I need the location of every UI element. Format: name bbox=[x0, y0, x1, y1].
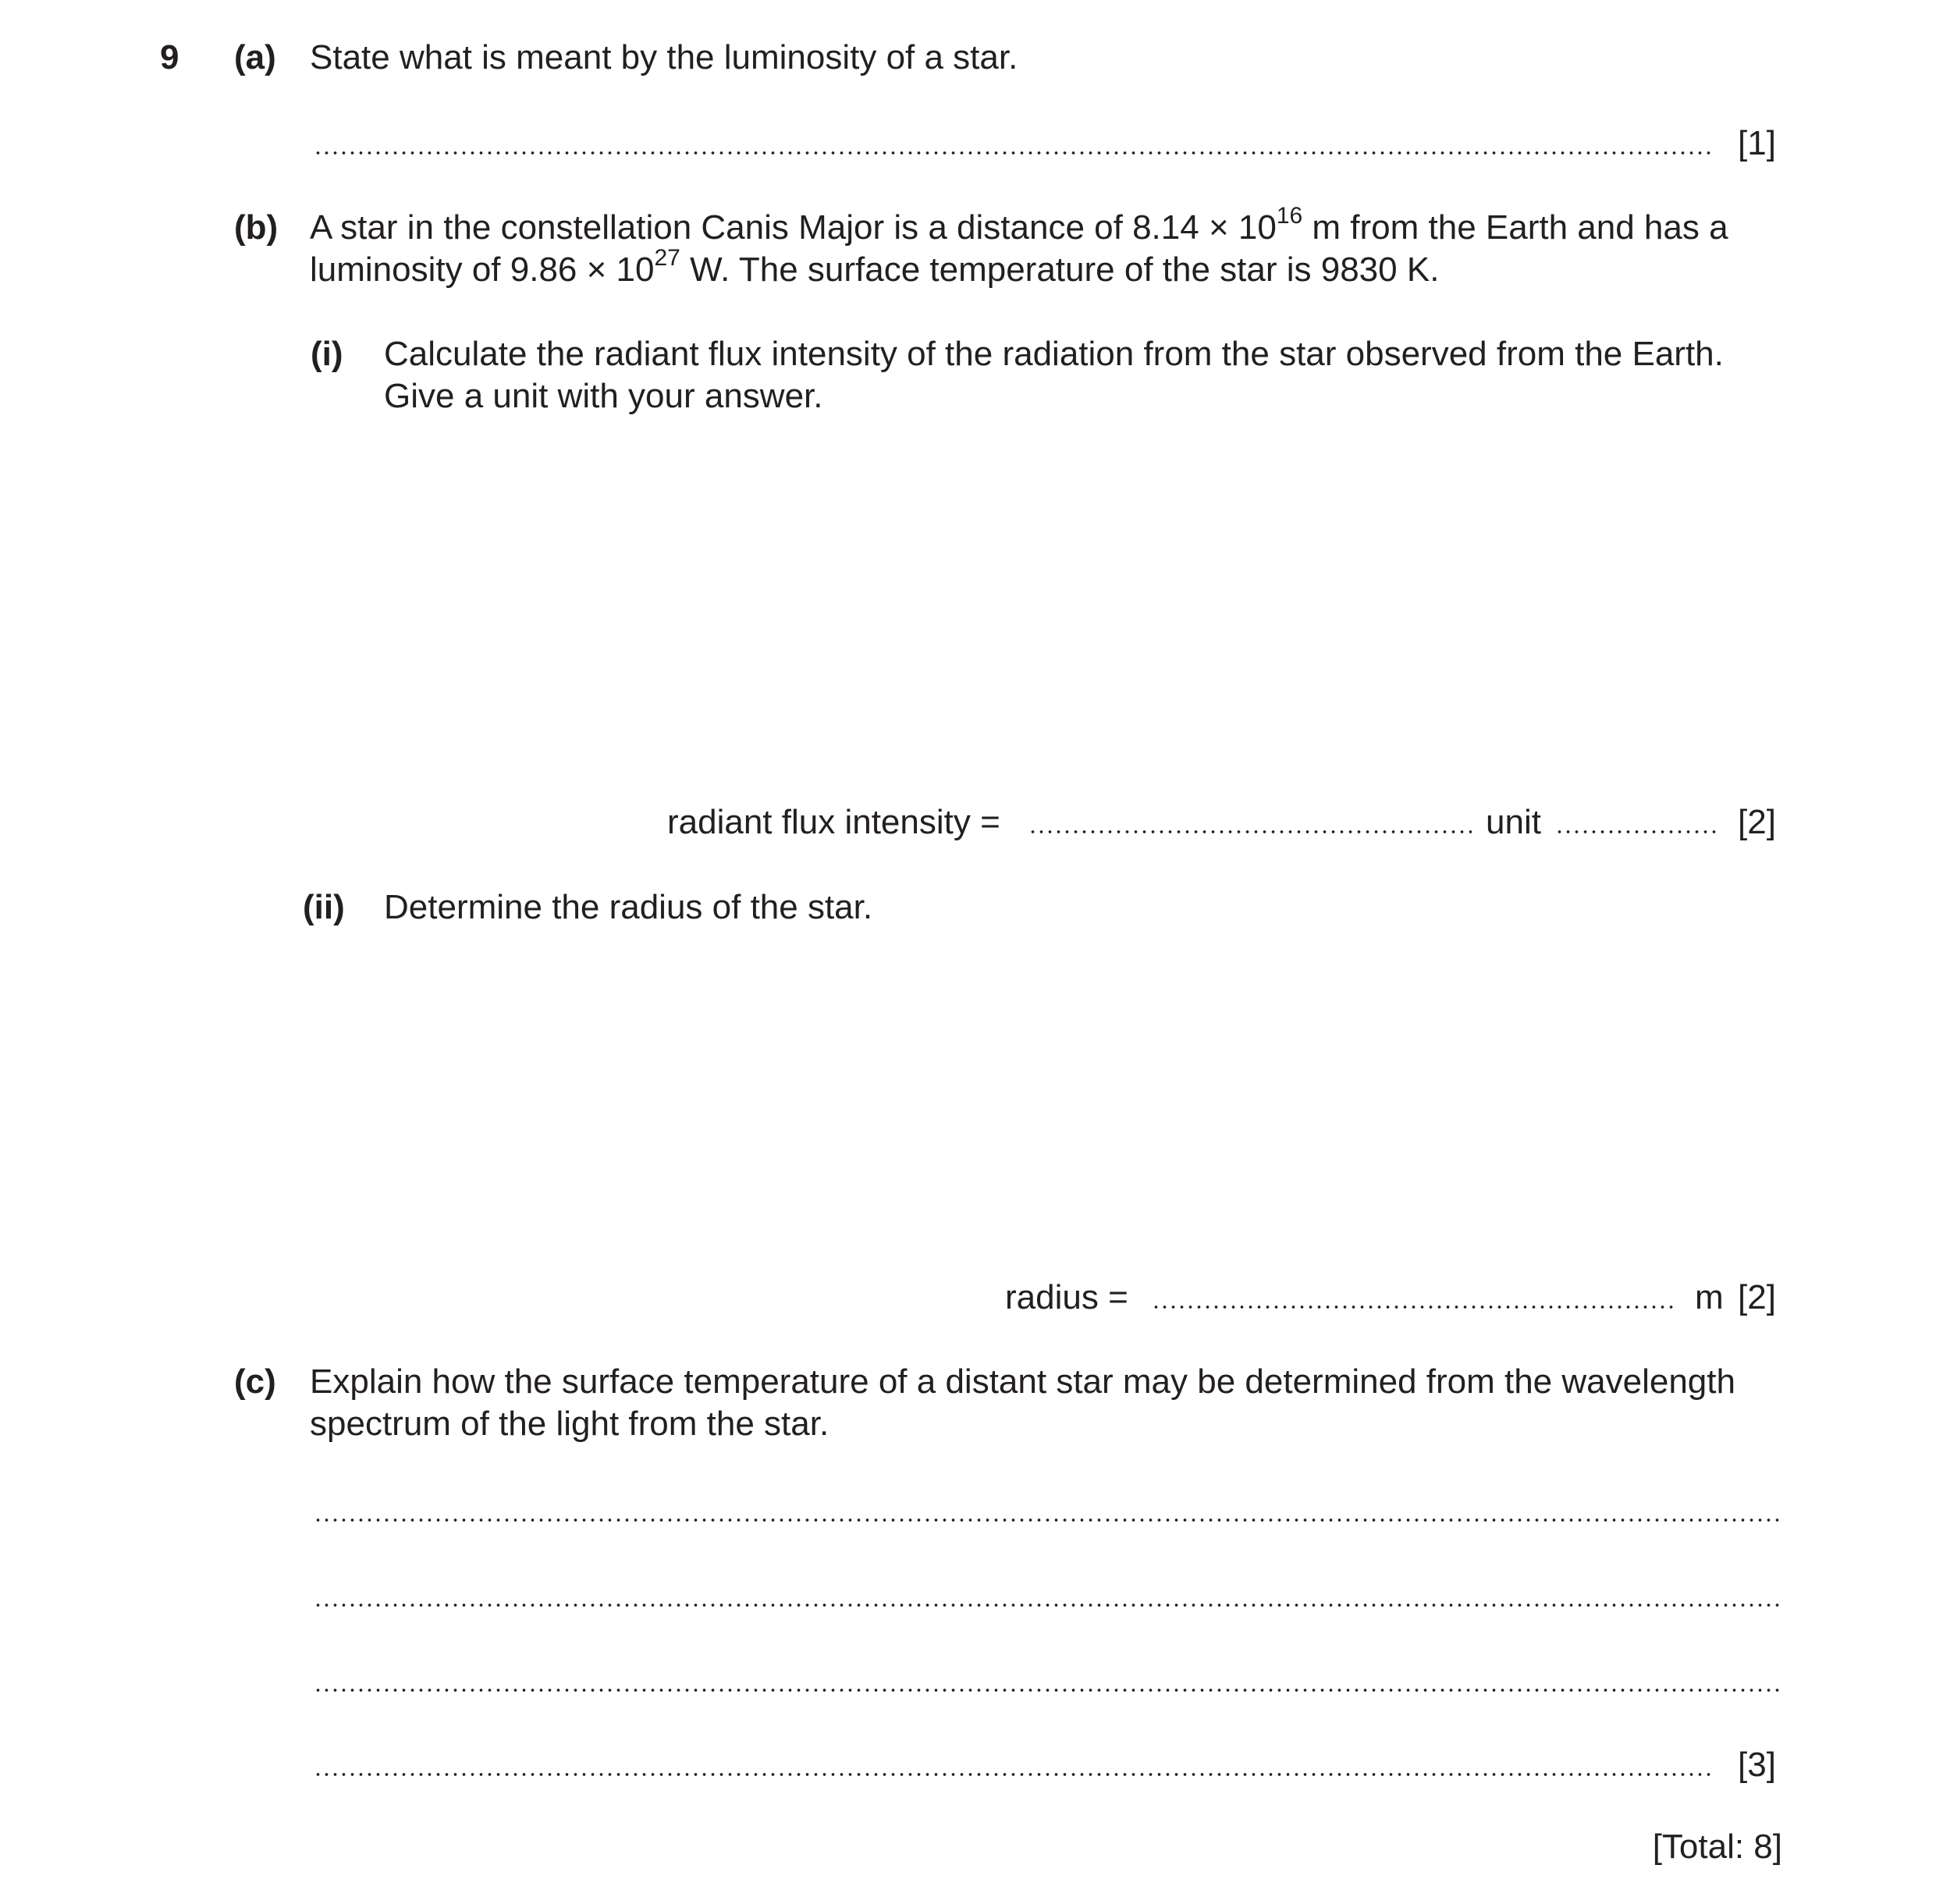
radius-label: radius = bbox=[1005, 1278, 1128, 1316]
question-number: 9 bbox=[160, 38, 179, 76]
part-c-answer-line[interactable] bbox=[314, 1518, 1781, 1522]
part-c-mark: [3] bbox=[1738, 1746, 1776, 1784]
part-a-answer-line[interactable] bbox=[314, 151, 1715, 155]
part-c-line1: Explain how the surface temperature of a distant star may be determined from the wavelength bbox=[310, 1362, 1735, 1401]
part-c-answer-line[interactable] bbox=[314, 1603, 1781, 1607]
part-b-line2: luminosity of $9.86 \times 10^{27}$ W. The surface temperature of the star is 9830 K. bbox=[310, 245, 1440, 289]
total-marks: [Total: 8] bbox=[1652, 1828, 1782, 1866]
part-a-label: (a) bbox=[234, 38, 276, 76]
radius-answer-line[interactable] bbox=[1152, 1305, 1678, 1309]
unit-label: unit bbox=[1486, 803, 1541, 841]
unit-answer-line[interactable] bbox=[1555, 829, 1721, 834]
part-b-label: (b) bbox=[234, 208, 279, 247]
radiant-flux-intensity-label: radiant flux intensity = bbox=[667, 803, 1000, 841]
part-c-answer-line[interactable] bbox=[314, 1772, 1715, 1777]
part-b-ii-mark: [2] bbox=[1738, 1278, 1776, 1316]
part-a-text: State what is meant by the luminosity of a star. bbox=[310, 38, 1018, 76]
part-b-i-line2: Give a unit with your answer. bbox=[384, 377, 823, 415]
radiant-flux-intensity-answer-line[interactable] bbox=[1028, 829, 1472, 834]
part-c-line2: spectrum of the light from the star. bbox=[310, 1405, 829, 1443]
part-b-i-line1: Calculate the radiant flux intensity of the radiation from the star observed from the Earth. bbox=[384, 335, 1724, 373]
part-b-i-label: (i) bbox=[311, 335, 343, 373]
part-a-mark: [1] bbox=[1738, 124, 1776, 162]
part-c-answer-line[interactable] bbox=[314, 1688, 1781, 1693]
part-b-ii-label: (ii) bbox=[303, 888, 345, 926]
radius-unit: m bbox=[1695, 1278, 1724, 1316]
part-b-line1: A star in the constellation Canis Major is a distance of $8.14 \times 10^{16}$ m from the Earth and has a bbox=[310, 203, 1728, 247]
part-b-ii-text: Determine the radius of the star. bbox=[384, 888, 873, 926]
part-c-label: (c) bbox=[234, 1362, 276, 1401]
part-b-i-mark: [2] bbox=[1738, 803, 1776, 841]
